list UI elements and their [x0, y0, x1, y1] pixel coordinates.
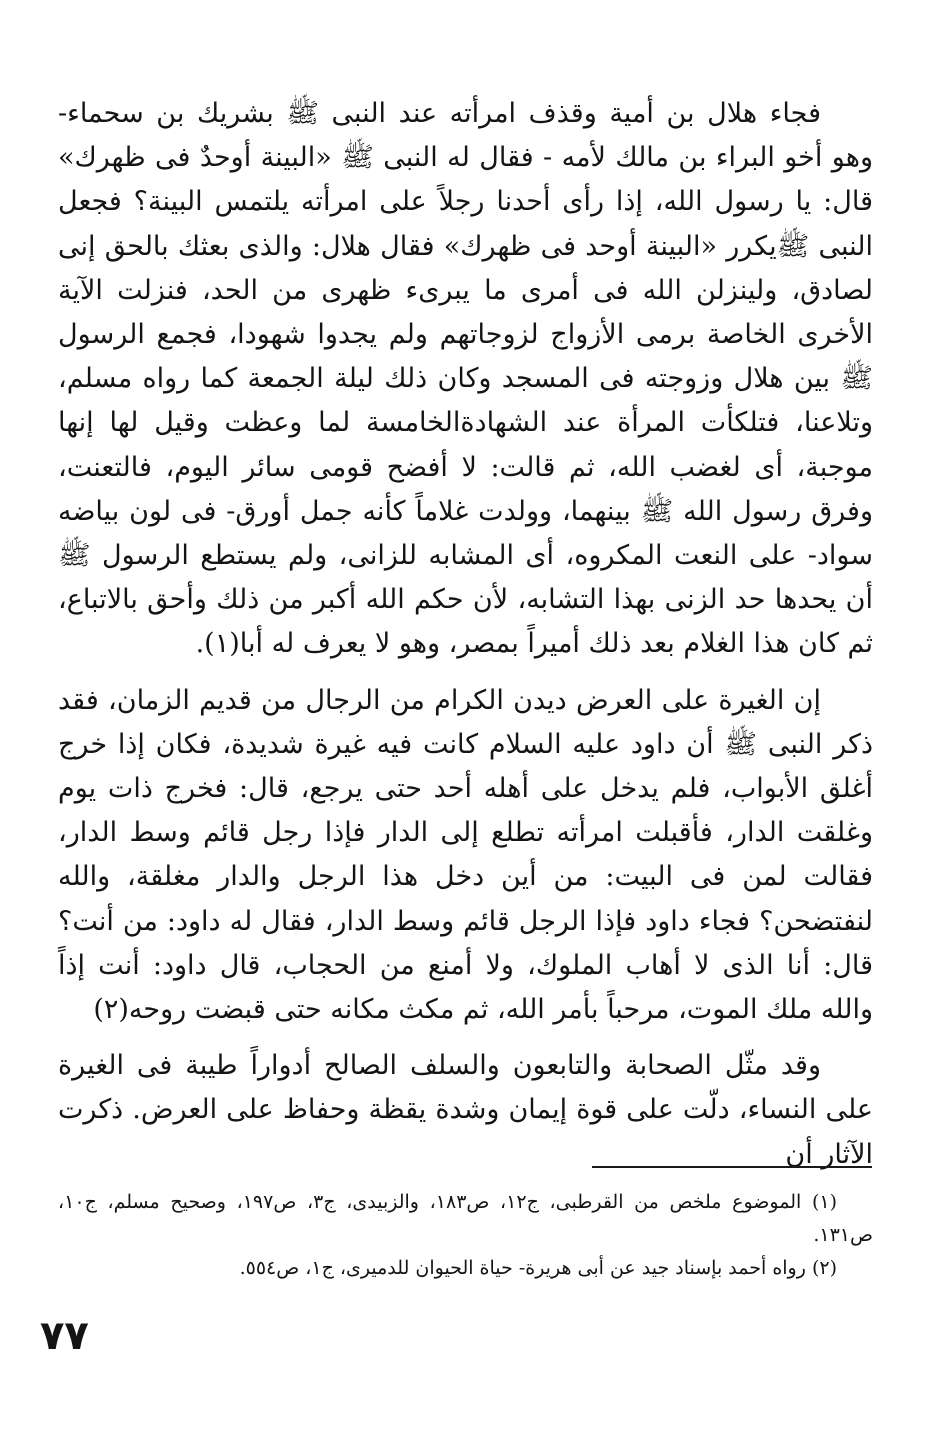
main-text — [58, 92, 873, 1177]
paragraph-companions: وقد مثّل الصحابة والتابعون والسلف الصالح أدواراً طيبة فى الغيرة على النساء، دلّت على قوة إيمان وشدة يقظة وحفاظ على العرض. ذكرت الآثار أن — [58, 1050, 873, 1170]
footnotes — [58, 1186, 873, 1285]
footnote-2: (٢) رواه أحمد بإسناد جيد عن أبى هريرة- حياة الحيوان للدميرى، ج١، ص٥٥٤. — [239, 1257, 837, 1279]
page-number: ٧٧ — [40, 1313, 89, 1359]
paragraph-dawud-story: إن الغيرة على العرض ديدن الكرام من الرجال من قديم الزمان، فقد ذكر النبى ﷺ أن داود عليه السلام كانت فيه غيرة شديدة، فكان إذا خرج أغلق الأبواب، فلم يدخل على أهله أحد حتى يرجع، قال: فخرج ذات يوم وغلقت الدار، فأقبلت امرأته تطلع إلى الدار فإذا رجل قائم وسط الدار، فقالت لمن فى البيت: من أين دخل هذا الرجل والدار مغلقة، والله لنفتضحن؟ فجاء داود فإذا الرجل قائم وسط الدار، فقال له داود: من أنت؟ قال: أنا الذى لا أهاب الملوك، ولا أمنع من الحجاب، قال داود: أنت إذاً والله ملك الموت، مرحباً بأمر الله، ثم مكث مكانه حتى قبضت روحه(٢) — [58, 684, 873, 1026]
footnote-1: (١) الموضوع ملخص من القرطبى، ج١٢، ص١٨٣، والزبيدى، ج٣، ص١٩٧، وصحيح مسلم، ج١٠، ص١٣١. — [58, 1191, 873, 1246]
paragraph-hilal-story: فجاء هلال بن أمية وقذف امرأته عند النبى ﷺ بشريك بن سحماء- وهو أخو البراء بن مالك لأمه - فقال له النبى ﷺ «البينة أوحدٌ فى ظهرك» قال: يا رسول الله، إذا رأى أحدنا رجلاً على امرأته يلتمس البينة؟ فجعل النبى ﷺيكرر «البينة أوحد فى ظهرك» فقال هلال: والذى بعثك بالحق إنى لصادق، ولينزلن الله فى أمرى ما يبرىء ظهرى من الحد، فنزلت الآية الأخرى الخاصة برمى الأزواج لزوجاتهم ولم يجدوا شهودا، فجمع الرسول ﷺ بين هلال وزوجته فى المسجد وكان ذلك ليلة الجمعة كما رواه مسلم، وتلاعنا، فتلكأت المرأة عند الشهادةالخامسة لما وعظت وقيل لها إنها موجبة، أى لغضب الله، ثم قالت: لا أفضح قومى سائر اليوم، فالتعنت، وفرق رسول الله ﷺ بينهما، وولدت غلاماً كأنه جمل أورق- فى لون بياضه سواد- على النعت المكروه، أى المشابه للزانى، ولم يستطع الرسول ﷺ أن يحدها حد الزنى بهذا التشابه، لأن حكم الله أكبر من ذلك وأحق بالاتباع، ثم كان هذا الغلام بعد ذلك أميراً بمصر، وهو لا يعرف له أبا(١). — [58, 98, 873, 660]
footnote-divider — [592, 1166, 872, 1168]
